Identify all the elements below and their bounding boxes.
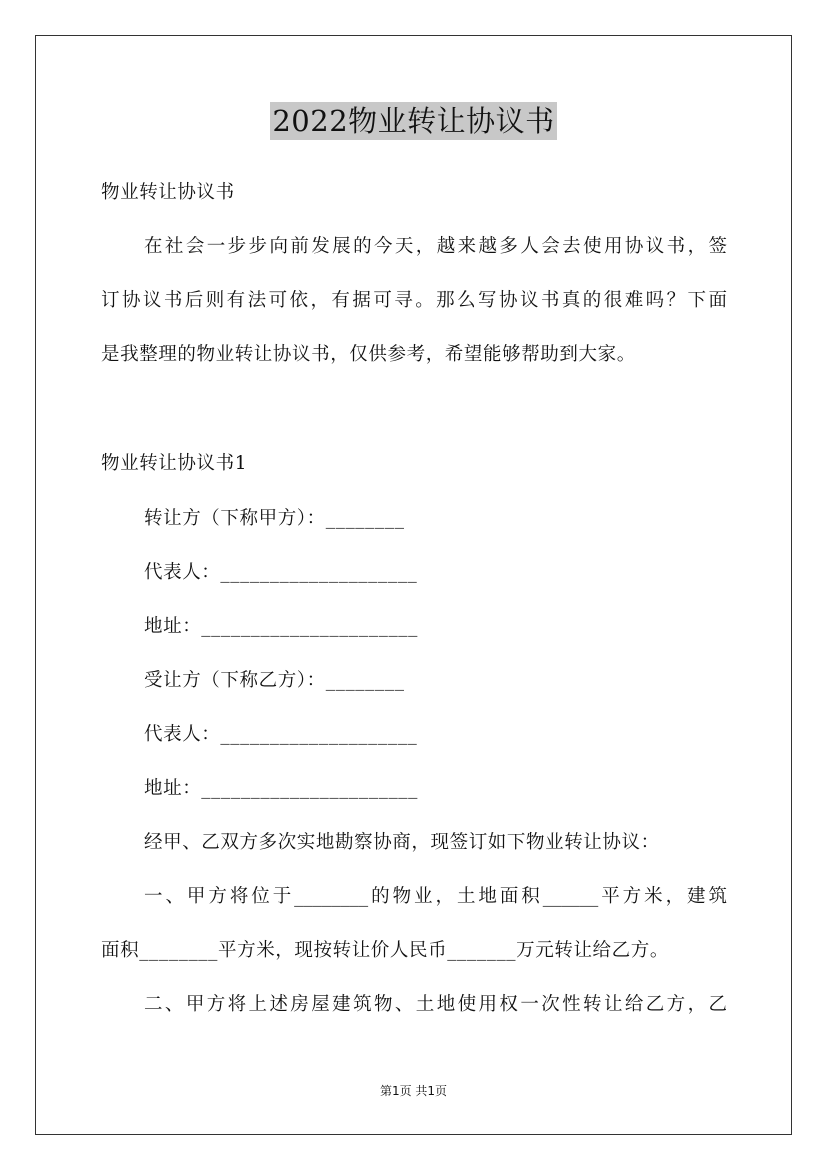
clause-1-line-2: 面积________平方米，现按转让价人民币_______万元转让给乙方。 xyxy=(101,940,669,961)
preamble: 经甲、乙双方多次实地勘察协商，现签订如下物业转让协议： xyxy=(144,832,660,853)
intro-line-2: 订协议书后则有法可依，有据可寻。那么写协议书真的很难吗？下面 xyxy=(101,290,727,311)
party-a-address: 地址：______________________ xyxy=(144,616,419,637)
party-a-representative: 代表人：____________________ xyxy=(144,562,418,583)
section-heading: 物业转让协议书1 xyxy=(101,453,248,474)
title-container xyxy=(0,102,827,140)
party-a-label: 转让方（下称甲方）：________ xyxy=(144,508,405,529)
page-footer: 第1页 共1页 xyxy=(379,1084,448,1098)
intro-line-1: 在社会一步步向前发展的今天，越来越多人会去使用协议书，签 xyxy=(144,236,727,257)
party-b-address: 地址：______________________ xyxy=(144,778,419,799)
clause-2-line-1: 二、甲方将上述房屋建筑物、土地使用权一次性转让给乙方，乙 xyxy=(144,994,727,1015)
subtitle: 物业转让协议书 xyxy=(101,182,235,203)
intro-line-3: 是我整理的物业转让协议书，仅供参考，希望能够帮助到大家。 xyxy=(101,344,636,365)
party-b-representative: 代表人：____________________ xyxy=(144,724,418,745)
party-b-label: 受让方（下称乙方）：________ xyxy=(144,670,405,691)
clause-1-line-1: 一、甲方将位于________的物业，土地面积______平方米，建筑 xyxy=(144,886,727,907)
document-title: 2022物业转让协议书 xyxy=(272,104,555,138)
